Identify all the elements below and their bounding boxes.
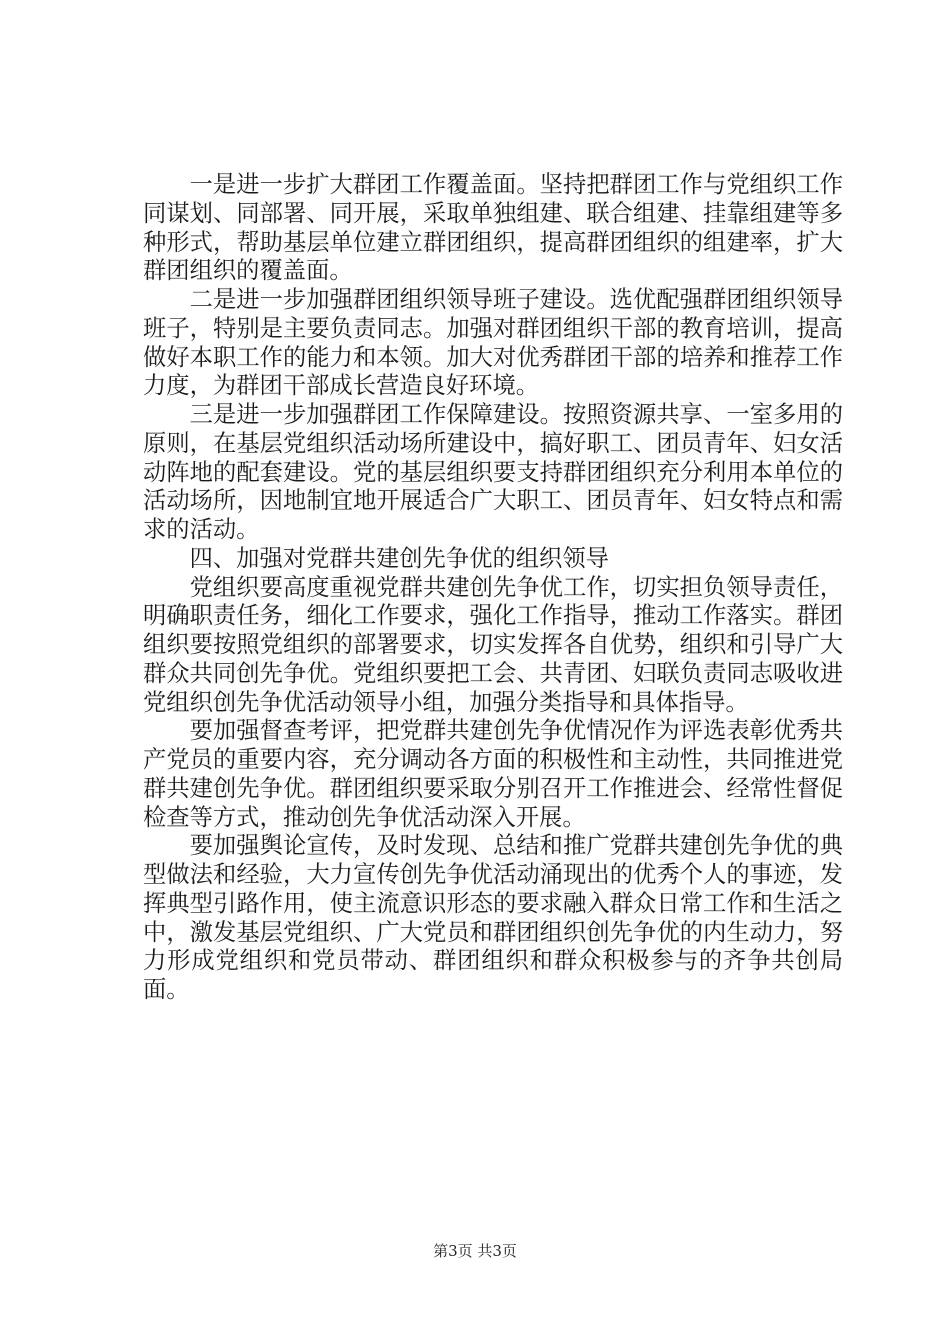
section-heading-4: 四、加强对党群共建创先争优的组织领导 — [189, 544, 609, 572]
paragraph-5: 党组织要高度重视党群共建创先争优工作，切实担负领导责任，明确职责任务，细化工作要求，强化工作指导，推动工作落实。群团组织要按照党组织的部署要求，切实发挥各自优势，组织和引导广大群众共同创先争优。党组织要把工会、共青团、妇联负责同志吸收进党组织创先争优活动领导小组，加强分类指导和具体指导。 — [143, 573, 843, 716]
page-number-footer: 第3页 共3页 — [433, 1242, 517, 1260]
paragraph-1: 一是进一步扩大群团工作覆盖面。坚持把群团工作与党组织工作同谋划、同部署、同开展，采取单独组建、联合组建、挂靠组建等多种形式，帮助基层单位建立群团组织，提高群团组织的组建率，扩大群团组织的覆盖面。 — [143, 171, 843, 285]
paragraph-3: 三是进一步加强群团工作保障建设。按照资源共享、一室多用的原则，在基层党组织活动场所建设中，搞好职工、团员青年、妇女活动阵地的配套建设。党的基层组织要支持群团组织充分利用本单位的活动场所，因地制宜地开展适合广大职工、团员青年、妇女特点和需求的活动。 — [143, 401, 843, 543]
paragraph-7: 要加强舆论宣传，及时发现、总结和推广党群共建创先争优的典型做法和经验，大力宣传创先争优活动涌现出的优秀个人的事迹，发挥典型引路作用，使主流意识形态的要求融入群众日常工作和生活之中，激发基层党组织、广大党员和群团组织创先争优的内生动力，努力形成党组织和党员带动、群团组织和群众积极参与的齐争共创局面。 — [143, 832, 843, 1003]
paragraph-6: 要加强督查考评，把党群共建创先争优情况作为评选表彰优秀共产党员的重要内容，充分调动各方面的积极性和主动性，共同推进党群共建创先争优。群团组织要采取分别召开工作推进会、经常性督促检查等方式，推动创先争优活动深入开展。 — [143, 717, 843, 831]
paragraph-2: 二是进一步加强群团组织领导班子建设。选优配强群团组织领导班子，特别是主要负责同志。加强对群团组织干部的教育培训，提高做好本职工作的能力和本领。加大对优秀群团干部的培养和推荐工作力度，为群团干部成长营造良好环境。 — [143, 286, 843, 400]
document-body — [143, 171, 843, 1005]
